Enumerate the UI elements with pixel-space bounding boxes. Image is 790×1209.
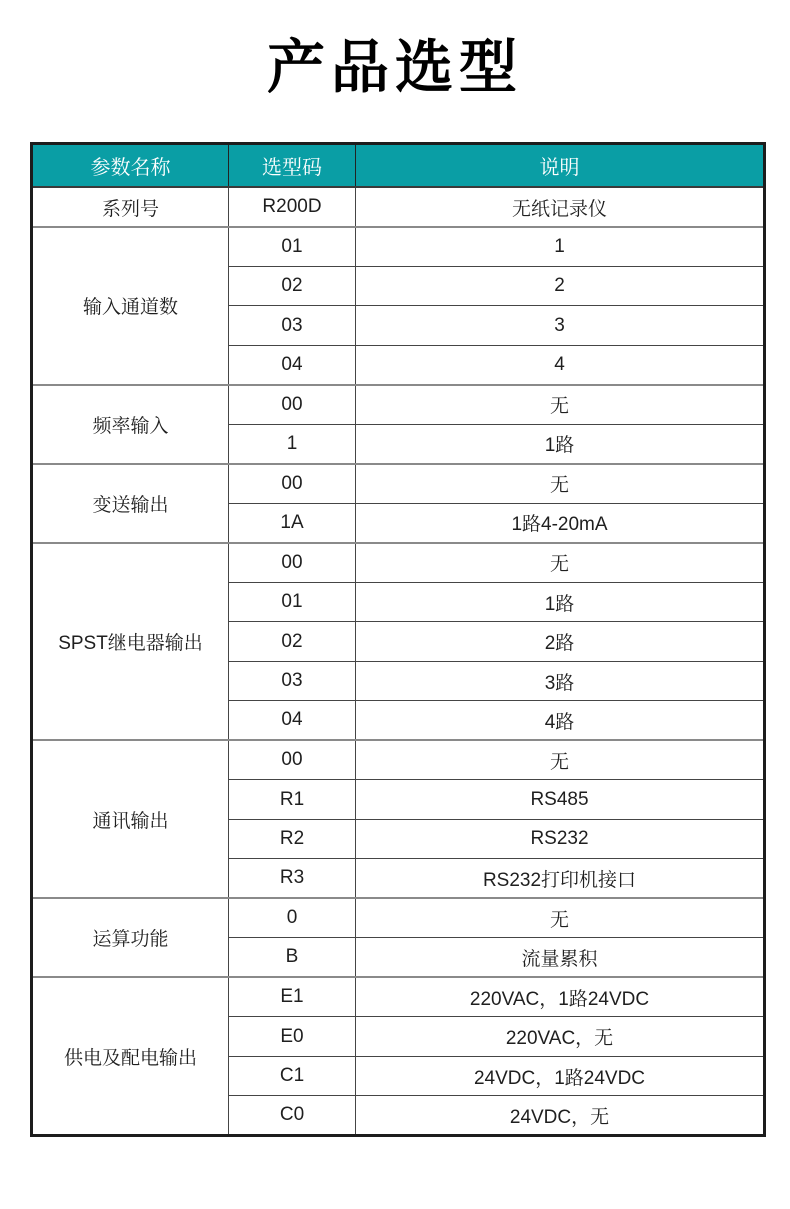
description-cell: 1路 (356, 582, 765, 622)
description-cell: 24VDC，无 (356, 1096, 765, 1136)
parameter-name-cell: 频率输入 (32, 385, 229, 464)
table-row (32, 977, 765, 1017)
table-row (32, 898, 765, 938)
col-header-selection-code: 选型码 (229, 143, 356, 187)
description-cell: 4路 (356, 701, 765, 741)
selection-code-cell: B (229, 938, 356, 978)
page-title: 产品选型 (266, 35, 523, 100)
selection-code-cell: 04 (229, 701, 356, 741)
selection-code-cell: 1A (229, 503, 356, 543)
selection-code-cell: R1 (229, 780, 356, 820)
selection-code-cell: 00 (229, 385, 356, 425)
description-cell: 无 (356, 385, 765, 425)
col-header-description: 说明 (356, 143, 765, 187)
parameter-name-cell: 变送输出 (32, 464, 229, 543)
description-cell: 3路 (356, 661, 765, 701)
description-cell: 无纸记录仪 (356, 187, 765, 227)
table-header-row (32, 143, 765, 187)
description-cell: 无 (356, 740, 765, 780)
table-row (32, 385, 765, 425)
parameter-name-cell: 供电及配电输出 (32, 977, 229, 1135)
table-row (32, 227, 765, 267)
selection-code-cell: E0 (229, 1017, 356, 1057)
selection-code-cell: 02 (229, 266, 356, 306)
selection-code-cell: E1 (229, 977, 356, 1017)
selection-code-cell: C1 (229, 1056, 356, 1096)
selection-code-cell: 00 (229, 464, 356, 504)
selection-code-cell: C0 (229, 1096, 356, 1136)
description-cell: 无 (356, 464, 765, 504)
col-header-parameter-name: 参数名称 (32, 143, 229, 187)
description-cell: 4 (356, 345, 765, 385)
selection-code-cell: 1 (229, 424, 356, 464)
parameter-name-cell: 输入通道数 (32, 227, 229, 385)
selection-code-cell: 03 (229, 661, 356, 701)
selection-code-cell: 01 (229, 582, 356, 622)
parameter-name-cell: 通讯输出 (32, 740, 229, 898)
description-cell: 1路4-20mA (356, 503, 765, 543)
selection-code-cell: 00 (229, 543, 356, 583)
description-cell: 2路 (356, 622, 765, 662)
description-cell: 3 (356, 306, 765, 346)
selection-code-cell: 03 (229, 306, 356, 346)
table-row (32, 543, 765, 583)
selection-code-cell: 02 (229, 622, 356, 662)
description-cell: 无 (356, 898, 765, 938)
selection-code-cell: 0 (229, 898, 356, 938)
description-cell: 24VDC，1路24VDC (356, 1056, 765, 1096)
selection-code-cell: R200D (229, 187, 356, 227)
selection-code-cell: R2 (229, 819, 356, 859)
product-selection-table (30, 142, 766, 1137)
parameter-name-cell: SPST继电器输出 (32, 543, 229, 741)
description-cell: RS485 (356, 780, 765, 820)
description-cell: 220VAC，1路24VDC (356, 977, 765, 1017)
selection-code-cell: 04 (229, 345, 356, 385)
description-cell: 1 (356, 227, 765, 267)
selection-code-cell: R3 (229, 859, 356, 899)
description-cell: 220VAC，无 (356, 1017, 765, 1057)
description-cell: RS232打印机接口 (356, 859, 765, 899)
description-cell: 无 (356, 543, 765, 583)
description-cell: 流量累积 (356, 938, 765, 978)
table-row (32, 187, 765, 227)
selection-code-cell: 00 (229, 740, 356, 780)
description-cell: 2 (356, 266, 765, 306)
parameter-name-cell: 运算功能 (32, 898, 229, 977)
description-cell: RS232 (356, 819, 765, 859)
table-body (32, 187, 765, 1135)
selection-code-cell: 01 (229, 227, 356, 267)
table-row (32, 740, 765, 780)
table-row (32, 464, 765, 504)
description-cell: 1路 (356, 424, 765, 464)
parameter-name-cell: 系列号 (32, 187, 229, 227)
